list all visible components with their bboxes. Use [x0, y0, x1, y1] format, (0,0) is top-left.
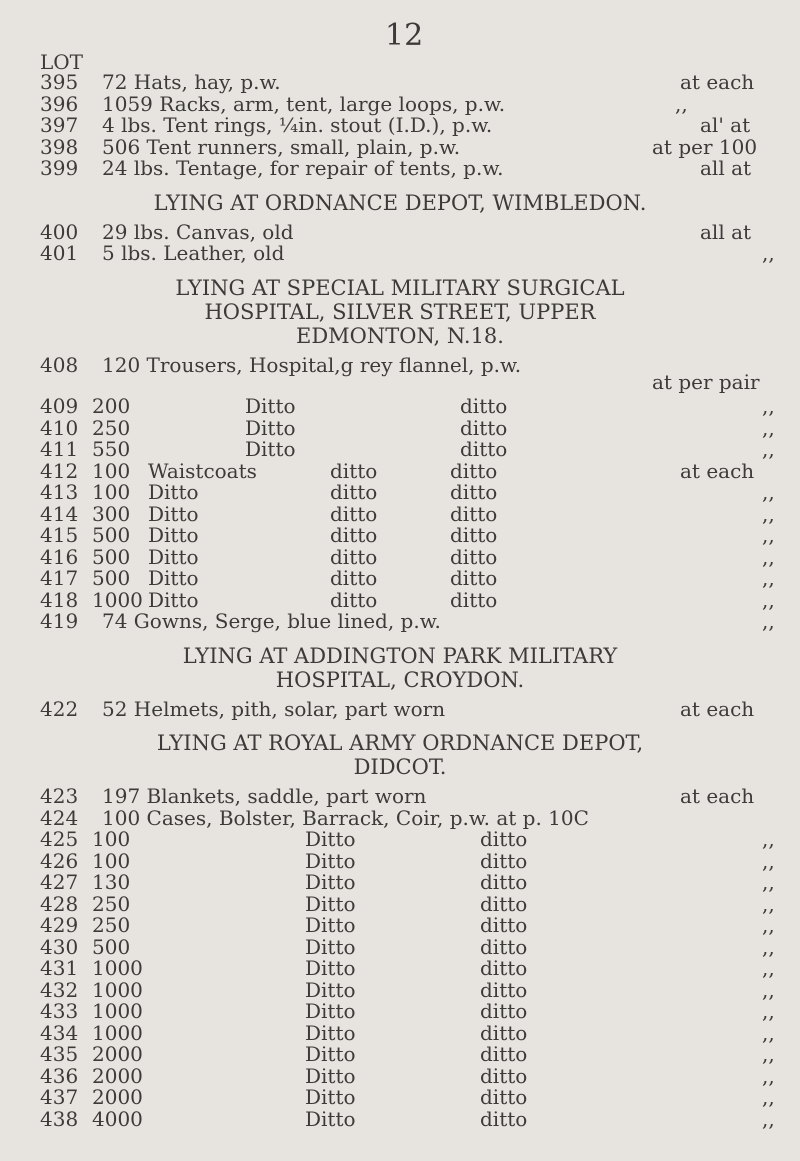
lot-ditto: ditto	[480, 870, 528, 894]
lot-quantity: 1000	[92, 977, 143, 1002]
lot-number: 424	[40, 805, 79, 830]
lot-number: 428	[40, 891, 79, 916]
lot-item-ditto: Ditto	[305, 999, 356, 1023]
lot-description: 5 lbs. Leather, old	[102, 241, 285, 265]
lot-number: 432	[40, 977, 79, 1002]
lot-price: at per pair	[652, 370, 760, 394]
lot-description: 197 Blankets, saddle, part worn	[102, 784, 427, 808]
lot-quantity: 200	[92, 394, 131, 418]
lot-item-ditto: Ditto	[148, 587, 199, 612]
lot-price: ,,	[762, 999, 775, 1023]
lot-ditto-2: ditto	[450, 458, 498, 483]
lot-quantity: 100	[92, 848, 131, 873]
lot-item-ditto: Ditto	[305, 848, 356, 873]
section-heading-didcot-line2: DIDCOT.	[353, 755, 447, 779]
lot-ditto: ditto	[480, 913, 528, 937]
lot-price: all at	[700, 219, 752, 244]
lot-ditto: ditto	[480, 934, 528, 959]
lot-price: ,,	[762, 501, 775, 526]
lot-description: 74 Gowns, Serge, blue lined, p.w.	[102, 609, 441, 633]
lot-price: ,,	[762, 1020, 775, 1045]
lot-price: at each	[680, 784, 755, 808]
lot-quantity: 250	[92, 891, 131, 916]
lot-ditto: ditto	[480, 827, 528, 851]
lot-price: ,,	[762, 913, 775, 937]
lot-ditto: ditto	[460, 415, 508, 440]
lot-item-ditto: Ditto	[305, 934, 356, 959]
lot-item-ditto: Ditto	[148, 523, 199, 547]
lot-number: 433	[40, 999, 79, 1023]
lot-item-ditto: Ditto	[148, 544, 199, 569]
lot-item-ditto: Ditto	[305, 1063, 356, 1088]
lot-number: 431	[40, 956, 79, 980]
lot-quantity: 300	[92, 501, 131, 526]
lot-ditto: ditto	[480, 1106, 528, 1131]
lot-number: 401	[40, 241, 79, 265]
lot-ditto: ditto	[460, 394, 508, 418]
lot-quantity: 500	[92, 523, 131, 547]
lot-quantity: 100	[92, 480, 131, 504]
lot-number: 434	[40, 1020, 79, 1045]
lot-quantity: 500	[92, 544, 131, 569]
lot-ditto: ditto	[480, 848, 528, 873]
lot-item-ditto: Ditto	[245, 437, 296, 461]
lot-column-header: LOT	[40, 50, 84, 74]
lot-ditto: ditto	[480, 1063, 528, 1088]
lot-ditto: ditto	[480, 999, 528, 1023]
lot-price: ,,	[762, 394, 775, 418]
lot-price: at each	[680, 458, 755, 483]
lot-number: 416	[40, 544, 79, 569]
lot-item-ditto: Ditto	[305, 827, 356, 851]
lot-ditto: ditto	[460, 437, 508, 461]
lot-item-ditto: Ditto	[305, 870, 356, 894]
lot-quantity: 500	[92, 566, 131, 590]
lot-price: ,,	[762, 1063, 775, 1088]
lot-price: ,,	[762, 1085, 775, 1109]
lot-price: ,,	[762, 891, 775, 916]
section-heading-addington: LYING AT ADDINGTON PARK MILITARY	[182, 643, 618, 668]
lot-ditto: ditto	[480, 1042, 528, 1066]
section-heading-edmonton-line2: HOSPITAL, SILVER STREET, UPPER	[204, 299, 596, 324]
lot-number: 412	[40, 458, 79, 483]
lot-quantity: 100	[92, 458, 131, 483]
lot-description: 120 Trousers, Hospital,g rey flannel, p.w.	[102, 352, 522, 377]
lot-description: 52 Helmets, pith, solar, part worn	[102, 696, 446, 721]
lot-price: at per 100	[652, 134, 758, 159]
lot-price: ,,	[762, 480, 775, 504]
lot-number: 438	[40, 1106, 79, 1131]
lot-quantity: 1000	[92, 956, 143, 980]
lot-number: 436	[40, 1063, 79, 1088]
lot-description: 506 Tent runners, small, plain, p.w.	[102, 134, 461, 159]
lot-description: 72 Hats, hay, p.w.	[102, 70, 281, 94]
lot-ditto: ditto	[480, 1085, 528, 1109]
lot-ditto-2: ditto	[450, 480, 498, 504]
lot-ditto: ditto	[330, 566, 378, 590]
lot-item-ditto: Ditto	[305, 977, 356, 1002]
lot-quantity: 1000	[92, 587, 143, 612]
lot-number: 437	[40, 1085, 79, 1109]
lot-price: ,,	[762, 934, 775, 959]
lot-item-ditto: Ditto	[245, 394, 296, 418]
lot-number: 397	[40, 113, 79, 137]
lot-number: 400	[40, 219, 79, 244]
lot-description: 1059 Racks, arm, tent, large loops, p.w.	[102, 91, 506, 116]
lot-number: 396	[40, 91, 79, 116]
lot-item-ditto: Ditto	[148, 566, 199, 590]
lot-number: 435	[40, 1042, 79, 1066]
lot-price: ,,	[762, 977, 775, 1002]
lot-number: 422	[40, 696, 79, 721]
lot-ditto: ditto	[330, 501, 378, 526]
lot-price: ,,	[762, 587, 775, 612]
lot-price: at each	[680, 696, 755, 721]
lot-quantity: 250	[92, 415, 131, 440]
lot-price: ,,	[762, 848, 775, 873]
lot-ditto: ditto	[480, 891, 528, 916]
lot-item-ditto: Ditto	[305, 956, 356, 980]
section-heading-wimbledon: LYING AT ORDNANCE DEPOT, WIMBLEDON.	[153, 190, 647, 215]
lot-item-ditto: Ditto	[305, 1085, 356, 1109]
page-number: 12	[385, 18, 424, 53]
lot-ditto: ditto	[330, 480, 378, 504]
lot-price: ,,	[762, 609, 775, 633]
lot-ditto: ditto	[330, 458, 378, 483]
lot-price: ,,	[762, 956, 775, 980]
lot-quantity: 1000	[92, 1020, 143, 1045]
lot-number: 419	[40, 609, 79, 633]
lot-item-ditto: Ditto	[148, 480, 199, 504]
lot-quantity: 2000	[92, 1042, 143, 1066]
lot-number: 427	[40, 870, 79, 894]
lot-ditto-2: ditto	[450, 523, 498, 547]
section-heading-addington-line2: HOSPITAL, CROYDON.	[275, 667, 525, 692]
lot-number: 414	[40, 501, 79, 526]
lot-price: ,,	[762, 544, 775, 569]
lot-number: 430	[40, 934, 79, 959]
lot-description: 4 lbs. Tent rings, ¼in. stout (I.D.), p.w.	[102, 113, 493, 137]
lot-quantity: 130	[92, 870, 131, 894]
lot-ditto: ditto	[330, 587, 378, 612]
section-heading-edmonton-line3: EDMONTON, N.18.	[296, 323, 504, 348]
lot-number: 408	[40, 352, 79, 377]
lot-price: at each	[680, 70, 755, 94]
lot-ditto: ditto	[480, 977, 528, 1002]
lot-ditto: ditto	[330, 523, 378, 547]
lot-price: ,,	[762, 827, 775, 851]
lot-item-ditto: Ditto	[305, 913, 356, 937]
lot-quantity: 2000	[92, 1063, 143, 1088]
lot-price: ,,	[762, 523, 775, 547]
lot-quantity: 550	[92, 437, 131, 461]
lot-number: 398	[40, 134, 79, 159]
lot-price: ,,	[762, 1042, 775, 1066]
lot-number: 418	[40, 587, 79, 612]
lot-number: 395	[40, 70, 79, 94]
lot-price: ,,	[675, 91, 688, 116]
lot-quantity: 1000	[92, 999, 143, 1023]
lot-number: 426	[40, 848, 79, 873]
lot-item-ditto: Ditto	[245, 415, 296, 440]
lot-price: ,,	[762, 870, 775, 894]
lot-ditto-2: ditto	[450, 501, 498, 526]
section-heading-didcot: LYING AT ROYAL ARMY ORDNANCE DEPOT,	[156, 731, 644, 755]
lot-ditto: ditto	[480, 956, 528, 980]
lot-price: ,,	[762, 415, 775, 440]
lot-number: 409	[40, 394, 79, 418]
lot-price: ,,	[762, 241, 775, 265]
section-heading-edmonton: LYING AT SPECIAL MILITARY SURGICAL	[175, 275, 625, 300]
lot-number: 413	[40, 480, 79, 504]
lot-number: 423	[40, 784, 79, 808]
lot-number: 411	[40, 437, 79, 461]
lot-quantity: 100	[92, 827, 131, 851]
lot-quantity: 250	[92, 913, 131, 937]
lot-item-ditto: Waistcoats	[148, 458, 257, 483]
lot-ditto-2: ditto	[450, 544, 498, 569]
lot-item-ditto: Ditto	[305, 1020, 356, 1045]
lot-item-ditto: Ditto	[305, 891, 356, 916]
lot-item-ditto: Ditto	[148, 501, 199, 526]
lot-number: 417	[40, 566, 79, 590]
lot-item-ditto: Ditto	[305, 1042, 356, 1066]
lot-description: 24 lbs. Tentage, for repair of tents, p.w.	[102, 156, 504, 180]
lot-price: al' at	[700, 113, 751, 137]
lot-number: 410	[40, 415, 79, 440]
lot-price: ,,	[762, 1106, 775, 1131]
lot-ditto-2: ditto	[450, 587, 498, 612]
lot-item-ditto: Ditto	[305, 1106, 356, 1131]
lot-ditto: ditto	[480, 1020, 528, 1045]
lot-number: 415	[40, 523, 79, 547]
lot-description: 29 lbs. Canvas, old	[102, 219, 294, 244]
lot-quantity: 2000	[92, 1085, 143, 1109]
lot-price: all at	[700, 156, 752, 180]
lot-price: ,,	[762, 437, 775, 461]
lot-quantity: 500	[92, 934, 131, 959]
lot-ditto-2: ditto	[450, 566, 498, 590]
lot-number: 429	[40, 913, 79, 937]
lot-number: 425	[40, 827, 79, 851]
lot-description: 100 Cases, Bolster, Barrack, Coir, p.w. at p. 10C	[102, 805, 589, 830]
lot-number: 399	[40, 156, 79, 180]
lot-quantity: 4000	[92, 1106, 143, 1131]
lot-ditto: ditto	[330, 544, 378, 569]
lot-price: ,,	[762, 566, 775, 590]
